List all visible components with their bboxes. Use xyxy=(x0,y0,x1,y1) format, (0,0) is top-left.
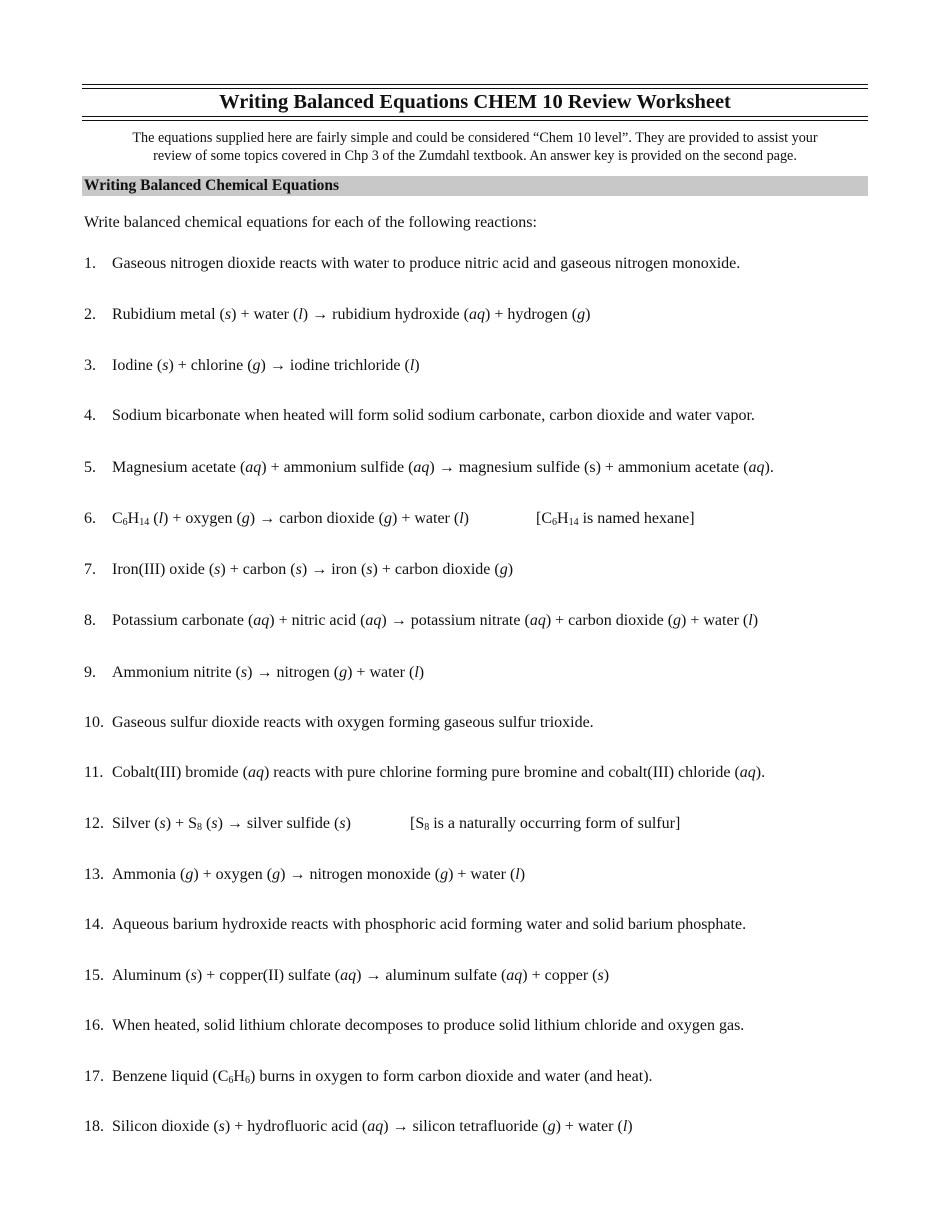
question-text: Ammonia (g) + oxygen (g) → nitrogen monoxide (g) + water (l) xyxy=(112,866,526,883)
question-note: [$S_8$ is a naturally occurring form of sulfur] xyxy=(410,815,681,833)
question-note: [$C_6H_{14}$ is named hexane] xyxy=(536,510,695,528)
question-number: 11. xyxy=(84,764,104,781)
question-text: Benzene liquid $(C_6H_6)$ burns in oxygen to form carbon dioxide and water (and heat). xyxy=(112,1068,653,1086)
question-item xyxy=(84,1067,864,1087)
question-item xyxy=(84,254,864,274)
question-text: $C_6H_{14}$ (l) + oxygen (g) → carbon dioxide (g) + water (l) xyxy=(112,510,469,528)
question-text: Sodium bicarbonate when heated will form solid sodium carbonate, carbon dioxide and water vapor. xyxy=(112,407,755,424)
question-item xyxy=(84,458,864,478)
question-number: 5. xyxy=(84,459,96,476)
question-item xyxy=(84,1016,864,1036)
question-text: When heated, solid lithium chlorate decomposes to produce solid lithium chloride and oxygen gas. xyxy=(112,1017,745,1034)
question-item xyxy=(84,509,864,529)
title-rule-upper xyxy=(82,116,868,117)
question-item xyxy=(84,915,864,935)
question-number: 10. xyxy=(84,714,104,731)
question-number: 7. xyxy=(84,561,96,578)
question-number: 12. xyxy=(84,815,104,832)
question-text: Gaseous sulfur dioxide reacts with oxygen forming gaseous sulfur trioxide. xyxy=(112,714,594,731)
question-number: 1. xyxy=(84,255,96,272)
question-number: 6. xyxy=(84,510,96,527)
question-number: 16. xyxy=(84,1017,104,1034)
question-text: Rubidium metal (s) + water (l) → rubidium hydroxide (aq) + hydrogen (g) xyxy=(112,306,591,323)
question-number: 17. xyxy=(84,1068,104,1085)
intro-line-1: The equations supplied here are fairly simple and could be considered “Chem 10 level”. They are provided to assist your xyxy=(132,130,818,146)
question-number: 15. xyxy=(84,967,104,984)
question-text: Ammonium nitrite (s) → nitrogen (g) + water (l) xyxy=(112,664,425,681)
question-text: Aqueous barium hydroxide reacts with phosphoric acid forming water and solid barium phosphate. xyxy=(112,916,747,933)
question-text: Iron(III) oxide (s) + carbon (s) → iron (s) + carbon dioxide (g) xyxy=(112,561,514,578)
question-number: 2. xyxy=(84,306,96,323)
question-text: Silicon dioxide (s) + hydrofluoric acid (aq) → silicon tetrafluoride (g) + water (l) xyxy=(112,1118,633,1135)
question-text: Iodine (s) + chlorine (g) → iodine trichloride (l) xyxy=(112,357,420,374)
question-item xyxy=(84,611,864,631)
question-number: 3. xyxy=(84,357,96,374)
question-item xyxy=(84,865,864,885)
title-rule-lower xyxy=(82,120,868,121)
section-header-bar xyxy=(82,176,868,196)
top-rule xyxy=(82,84,868,85)
question-item xyxy=(84,356,864,376)
page-title: Writing Balanced Equations CHEM 10 Review Worksheet xyxy=(219,91,731,113)
question-number: 14. xyxy=(84,916,104,933)
question-item xyxy=(84,663,864,683)
question-item xyxy=(84,406,864,426)
question-number: 4. xyxy=(84,407,96,424)
question-text: Magnesium acetate (aq) + ammonium sulfide (aq) → magnesium sulfide (s) + ammonium acetate (aq). xyxy=(112,459,774,476)
question-item xyxy=(84,713,864,733)
question-text: Gaseous nitrogen dioxide reacts with water to produce nitric acid and gaseous nitrogen monoxide. xyxy=(112,255,741,272)
question-text: Potassium carbonate (aq) + nitric acid (aq) → potassium nitrate (aq) + carbon dioxide (g) + water (l) xyxy=(112,612,759,629)
instruction-text: Write balanced chemical equations for each of the following reactions: xyxy=(84,214,537,231)
question-number: 8. xyxy=(84,612,96,629)
question-number: 18. xyxy=(84,1118,104,1135)
section-title: Writing Balanced Chemical Equations xyxy=(84,177,340,194)
intro-line-2: review of some topics covered in Chp 3 of the Zumdahl textbook. An answer key is provided on the second page. xyxy=(153,148,797,164)
question-number: 13. xyxy=(84,866,104,883)
question-item xyxy=(84,966,864,986)
question-text: Cobalt(III) bromide (aq) reacts with pure chlorine forming pure bromine and cobalt(III) chloride (aq). xyxy=(112,764,766,781)
question-item xyxy=(84,305,864,325)
question-item xyxy=(84,560,864,580)
intro-paragraph xyxy=(82,129,868,165)
question-text: Aluminum (s) + copper(II) sulfate (aq) → aluminum sulfate (aq) + copper (s) xyxy=(112,967,610,984)
question-item xyxy=(84,1117,864,1137)
question-number: 9. xyxy=(84,664,96,681)
question-text: Silver $(s) + S_8$ (s) → silver sulfide (s) xyxy=(112,815,351,833)
question-item xyxy=(84,763,864,783)
